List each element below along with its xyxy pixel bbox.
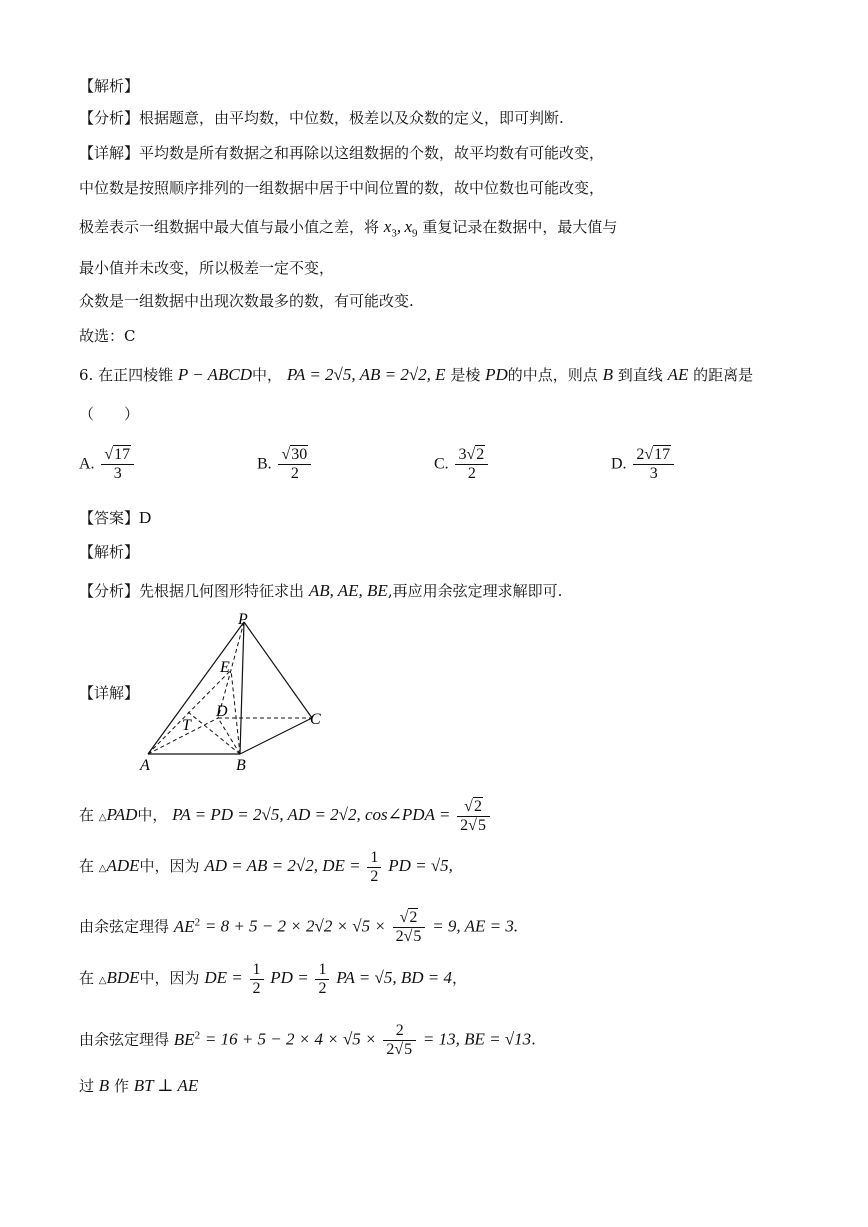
option-d-coef: 2 bbox=[636, 446, 645, 463]
option-b-fraction: $\frac{√30}{2}$ bbox=[278, 446, 311, 483]
step-1-pre: 在 bbox=[79, 806, 95, 824]
step-4-tail: PA = √5, BD = 4 bbox=[336, 968, 452, 987]
step-2-mid: 中，因为 bbox=[139, 857, 200, 875]
option-c-label: C. bbox=[434, 455, 449, 473]
option-a-label: A. bbox=[79, 455, 95, 473]
option-d[interactable] bbox=[611, 446, 676, 483]
q6-analysis-b: ,再应用余弦定理求解即可. bbox=[387, 582, 563, 600]
q6-analysis-a: 先根据几何图形特征求出 bbox=[139, 582, 305, 600]
q6-condition: PA = 2√5, AB = 2√2, E bbox=[286, 365, 446, 384]
option-c[interactable] bbox=[434, 446, 490, 483]
q6-detail-tag: 【详解】 bbox=[79, 684, 140, 702]
pyramid-figure bbox=[136, 612, 336, 772]
option-a[interactable] bbox=[79, 446, 136, 483]
answer-paren: （ ） bbox=[79, 405, 140, 423]
detail-line-5: 众数是一组数据中出现次数最多的数，有可能改变. bbox=[79, 292, 414, 310]
edge-pb bbox=[240, 622, 244, 754]
step-6-b: B bbox=[98, 1076, 110, 1095]
step-1-triangle: △PAD bbox=[98, 805, 138, 824]
jiexi-heading: 【解析】 bbox=[79, 77, 140, 95]
step-3-tail: = 9, AE = 3. bbox=[432, 916, 519, 936]
q6-analysis-tag: 【分析】 bbox=[79, 582, 140, 600]
step-2-math: AD = AB = 2√2, DE = bbox=[204, 856, 361, 875]
step-3 bbox=[79, 902, 518, 947]
step-2 bbox=[79, 846, 453, 889]
step-1-tri-name: PAD bbox=[106, 805, 138, 824]
detail-text-3a: 极差表示一组数据中最大值与最小值之差，将 bbox=[79, 218, 380, 236]
detail-text-3b: 重复记录在数据中，最大值与 bbox=[422, 218, 618, 236]
step-2-tail: PD = √5, bbox=[388, 856, 453, 875]
option-d-fraction: $\frac{2√17}{3}$ bbox=[633, 446, 674, 483]
answer-line bbox=[79, 507, 151, 529]
step-5-be2: $BE^2$ bbox=[173, 1029, 201, 1049]
q6-mid: 的中点，则点 bbox=[507, 366, 598, 384]
label-t: T bbox=[182, 717, 191, 734]
step-5-dot: . bbox=[531, 1030, 536, 1049]
step-2-pre: 在 bbox=[79, 857, 95, 875]
detail-line-1 bbox=[79, 142, 604, 164]
analysis-line bbox=[79, 107, 564, 129]
step-1-fraction: $\frac{√2}{2√5}$ bbox=[457, 798, 490, 835]
x3-x9-symbols: $x_3$, $x_9$ bbox=[383, 217, 418, 240]
option-c-rad: 2 bbox=[476, 446, 485, 463]
step-5-tail: = 13, BE = √13 bbox=[422, 1029, 532, 1049]
option-a-fraction: $\frac{√17}{3}$ bbox=[101, 446, 134, 483]
q6-b: B bbox=[602, 365, 613, 384]
option-b-label: B. bbox=[257, 455, 272, 473]
option-d-label: D. bbox=[611, 455, 627, 473]
step-2-fraction: $\frac{1}{2}$ bbox=[367, 849, 381, 886]
detail-line-3 bbox=[79, 216, 617, 244]
option-d-rad: 17 bbox=[654, 446, 671, 463]
step-5-pre: 由余弦定理得 bbox=[79, 1030, 170, 1049]
edge-bc bbox=[240, 718, 312, 754]
question-6-line bbox=[79, 364, 753, 386]
analysis-tag: 【分析】 bbox=[79, 109, 140, 127]
step-4-mid: 中，因为 bbox=[139, 969, 200, 987]
step-2-triangle: △ADE bbox=[98, 856, 140, 875]
detail-line-4: 最小值并未改变，所以极差一定不变， bbox=[79, 259, 335, 277]
detail-text-1: 平均数是所有数据之和再除以这组数据的个数，故平均数有可能改变， bbox=[139, 144, 605, 162]
q6-ae: AE bbox=[667, 365, 689, 384]
q6-end: 的距离是 bbox=[693, 366, 754, 384]
step-4-triangle: △BDE bbox=[98, 968, 140, 987]
label-p: P bbox=[238, 612, 248, 628]
option-b-rad: 30 bbox=[291, 446, 308, 463]
step-4-tri-name: BDE bbox=[106, 968, 140, 987]
q6-jiexi-heading: 【解析】 bbox=[79, 543, 140, 561]
pyramid-name: P − ABCD bbox=[177, 365, 253, 384]
step-6 bbox=[79, 1075, 198, 1097]
detail-line-2: 中位数是按照顺序排列的一组数据中居于中间位置的数，故中位数也可能改变， bbox=[79, 179, 605, 197]
step-3-ae2: $AE^2$ bbox=[173, 916, 201, 936]
step-4 bbox=[79, 958, 467, 1001]
option-a-den: 3 bbox=[113, 465, 122, 482]
step-4-fraction-1: $\frac{1}{2}$ bbox=[250, 961, 264, 998]
option-d-den: 3 bbox=[649, 465, 658, 482]
step-4-comma: ， bbox=[451, 969, 467, 987]
q6-zhong: 中， bbox=[252, 366, 283, 384]
option-c-coef: 3 bbox=[458, 446, 467, 463]
edge-pa bbox=[148, 622, 244, 754]
question-number: 6. 在正四棱锥 bbox=[79, 366, 174, 384]
step-3-fraction: $\frac{√2}{2√5}$ bbox=[393, 909, 426, 946]
option-b[interactable] bbox=[257, 446, 313, 483]
label-e: E bbox=[220, 659, 230, 676]
detail-tag: 【详解】 bbox=[79, 144, 140, 162]
step-5-fraction: $\frac{2}{2√5}$ bbox=[383, 1022, 416, 1059]
step-6-pre: 过 bbox=[79, 1077, 95, 1095]
step-1 bbox=[79, 795, 492, 838]
option-b-den: 2 bbox=[290, 465, 299, 482]
edge-pc bbox=[244, 622, 312, 718]
q6-analysis-math: AB, AE, BE bbox=[308, 581, 388, 600]
choice-line: 故选：C bbox=[79, 327, 136, 345]
answer-tag: 【答案】 bbox=[79, 509, 140, 527]
q6-pd: PD bbox=[485, 365, 508, 384]
step-4-math: DE = bbox=[204, 968, 243, 987]
label-d: D bbox=[216, 703, 228, 720]
q6-dao: 到直线 bbox=[617, 366, 663, 384]
step-2-tri-name: ADE bbox=[106, 856, 140, 875]
q6-analysis-line bbox=[79, 580, 562, 602]
step-5-math: = 16 + 5 − 2 × 4 × √5 × bbox=[204, 1029, 377, 1049]
step-4-pd: PD = bbox=[270, 968, 309, 987]
option-c-fraction: $\frac{3√2}{2}$ bbox=[455, 446, 488, 483]
option-a-rad: 17 bbox=[114, 446, 131, 463]
step-4-fraction-2: $\frac{1}{2}$ bbox=[315, 961, 329, 998]
label-c: C bbox=[310, 711, 321, 728]
label-a: A bbox=[140, 757, 150, 772]
step-1-math: PA = PD = 2√5, AD = 2√2, cos∠PDA = bbox=[172, 805, 451, 824]
step-4-pre: 在 bbox=[79, 969, 95, 987]
label-b: B bbox=[236, 757, 246, 772]
step-3-pre: 由余弦定理得 bbox=[79, 917, 170, 936]
step-3-math: = 8 + 5 − 2 × 2√2 × √5 × bbox=[204, 916, 386, 936]
q6-shi: 是棱 bbox=[450, 366, 481, 384]
step-5 bbox=[79, 1015, 536, 1060]
step-6-zuo: 作 bbox=[113, 1077, 129, 1095]
answer-value: D bbox=[139, 508, 152, 527]
analysis-text: 根据题意，由平均数，中位数，极差以及众数的定义，即可判断. bbox=[139, 109, 564, 127]
step-6-math: BT ⊥ AE bbox=[133, 1076, 199, 1095]
option-c-den: 2 bbox=[467, 465, 476, 482]
step-1-mid: 中， bbox=[137, 806, 168, 824]
